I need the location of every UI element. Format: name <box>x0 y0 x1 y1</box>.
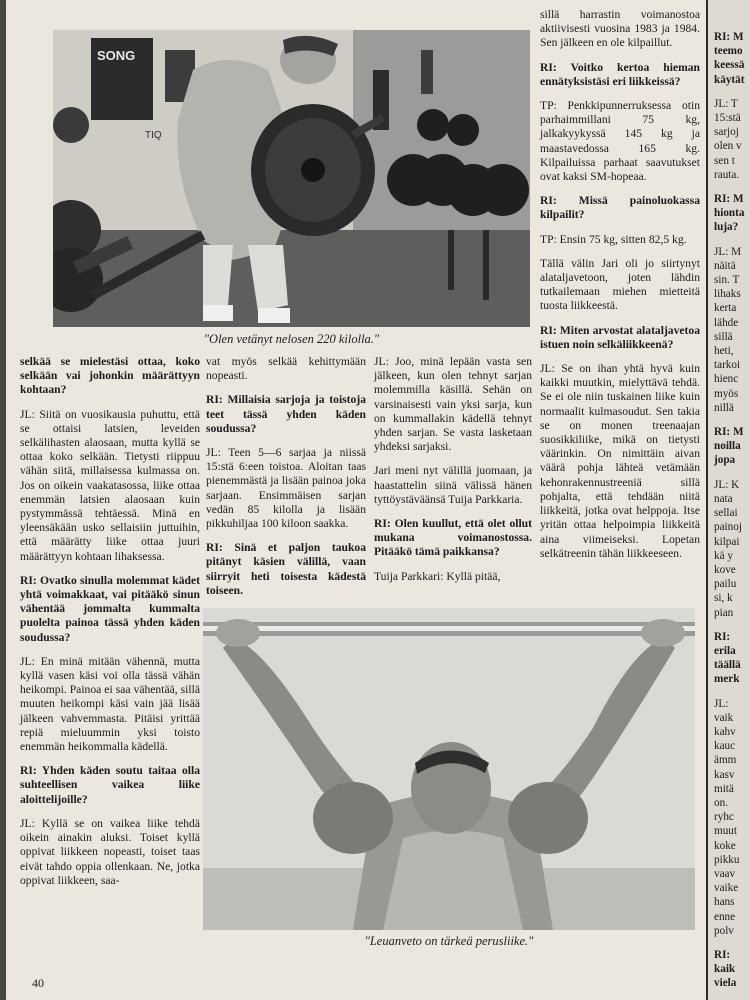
col2-para-4: RI: Sinä et paljon taukoa pitänyt käsien välillä, vaan siirryit heti toisesta kädestä toiseen. <box>206 541 366 597</box>
photo-pull-up <box>203 608 695 930</box>
text-column-4 <box>540 8 700 571</box>
poster-text: SONG <box>97 48 136 63</box>
page-number: 40 <box>32 976 44 990</box>
next-page-edge <box>708 0 750 1000</box>
col2-para-1: vat myös selkää kehittymään nopeasti. <box>206 355 366 383</box>
caption-top-photo: "Olen vetänyt nelosen 220 kilolla." <box>203 332 380 346</box>
col4-para-5: TP: Ensin 75 kg, sitten 82,5 kg. <box>540 232 687 246</box>
col4-para-6: Tällä välin Jari oli jo siirtynyt alataljavetoon, joten lähdin tutkailemaan miehen mietteitä tuosta liikkeestä. <box>540 256 700 313</box>
col4-para-7: RI: Miten arvostat alataljavetoa istuen noin selkäliikkeenä? <box>540 323 700 351</box>
text-column-2 <box>206 355 366 608</box>
col4-para-1: sillä harrastin voimanostoa aktiivisesti vuosina 1983 ja 1984. Sen jälkeen en ole kilpaillut. <box>540 8 700 50</box>
text-column-3 <box>374 355 532 594</box>
edge-fragment-7: RI: erila täällä merk <box>714 630 741 686</box>
col2-para-3: JL: Teen 5—6 sarjaa ja niissä 15:stä 6:een toistoa. Aloitan taas pienemmästä ja lisään painoa joka sarjaan. Ensimmäisen sarjan vedän 85 kilolla ja lisään pikkuhiljaa 100 kiloon saakka. <box>206 446 366 531</box>
col4-para-2: RI: Voitko kertoa hieman ennätyksistäsi eri liikkeissä? <box>540 60 700 88</box>
edge-fragment-4: JL: M näitä sin. T lihaks kerta lähde sillä heti, tarkoi hienc myös nillä <box>714 245 742 414</box>
col1-para-3: RI: Ovatko sinulla molemmat kädet yhtä voimakkaat, vai pitääkö sinun vähentää jommalta kummalta puolelta painoa tässä yhden käden soudussa? <box>20 573 200 644</box>
edge-fragment-3: RI: M hionta luja? <box>714 193 745 234</box>
edge-fragment-9: RI: kaik viela <box>714 948 737 990</box>
magazine-page <box>6 0 706 1000</box>
caption-bottom-photo: "Leuanveto on tärkeä perusliike." <box>364 934 534 948</box>
wall-sign-text: TIQ <box>145 130 162 141</box>
col3-para-2: Jari meni nyt välillä juomaan, ja haastattelin siinä välissä hänen tyttöystäväänsä Tuija Parkkaria. <box>374 464 532 506</box>
col2-para-2: RI: Millaisia sarjoja ja toistoja teet tässä yhden käden soudussa? <box>206 393 366 435</box>
col1-para-4: JL: En minä mitään vähennä, mutta kyllä vasen käsi voi olla tässä vähän heikompi. Painoa ei saa vähentää, sillä muuten heikompi käsi vain jää lisää jälkeen vahvemmasta. Pitäisi yrittää repiä mieluummin yksi toisto enemmän heikommalla kädellä. <box>20 654 200 754</box>
edge-fragment-5: RI: M noilla jopa <box>714 426 744 467</box>
col4-para-3: TP: Penkkipunnerruksessa otin parhaimmillani 75 kg, jalkakyykyssä 145 kg ja maastavedossa 165 kg. Kilpailuissa parhaat saavutukset ovat kaksi SM-hopeaa. <box>540 99 700 184</box>
edge-fragment-6: JL: K nata sellai painoj kilpai kä y kove pailu si, k pian <box>714 478 742 619</box>
text-column-1 <box>20 355 200 898</box>
col4-para-4: RI: Missä painoluokassa kilpailit? <box>540 194 700 222</box>
col3-para-4: Tuija Parkkari: Kyllä pitää, <box>374 569 501 583</box>
col1-para-1: selkää se mielestäsi ottaa, koko selkään vai johonkin määrättyyn kohtaan? <box>20 355 200 397</box>
col3-para-1: JL: Joo, minä lepään vasta sen jälkeen, kun olen tehnyt sarjan molemmilla käsillä. Sehän on varsinaisesti vain yksi sarja, kun on kummallakin kädellä tehnyt yhden sarjan. Se vasta lasketaan yhdeksi sarjaksi. <box>374 355 532 454</box>
edge-fragment-8: JL: vaik kahv kauc ämm kasv mitä on. ryhc muut koke pikku vaav vaike hans enne polv <box>714 697 740 937</box>
edge-fragment-1: RI: M teemo keessä käytät <box>714 31 745 86</box>
edge-fragment-2: JL: T 15:stä sarjoj olen v sen t rauta. <box>714 97 742 181</box>
col4-para-8: JL: Se on ihan yhtä hyvä kuin kaikki muutkin, mielyttävä tehdä. Se ei ole niin tuskainen liike kuin normaalit kulmasoudut. Sen takia se on monen treenaajan suosikkiliike, mikä on tietysti väärinkin. On nimittäin aivan väärä pohja lähteä vetämään kehonrakennustreeniä sillä pohjalta, että tehdään niitä liikkeitä, jotka ovat helppoja. Itse yritän ottaa helpoimpia liikkeitä aina viimeiseksi. Lopetan selkätreenin tähän liikkeeseen. <box>540 362 700 560</box>
col3-para-3: RI: Olen kuullut, että olet ollut mukana voimanostossa. Pitääkö tämä paikkansa? <box>374 517 532 559</box>
col1-para-2: JL: Siitä on vuosikausia puhuttu, että se ottaisi latsien, leveiden selkälihasten alaosaan, mutta kyllä se ottaa koko selkään. Tietysti riippuu vähän siitä, millaisessa kulmassa on. Jos on oikein vaakatasossa, liike ottaa enemmän latsien alaosaan kuin pystymmässä tehtäessä. Minä en yleensäkään usko sellaisiin juttuihin, että määrätty liike ottaa juuri määrättyyn kohtaan lihaksessa. <box>20 407 200 563</box>
col1-para-6: JL: Kyllä se on vaikea liike tehdä oikein ainakin aluksi. Toiset kyllä oppivat liikkeen nopeasti, toiset taas eivät tahdo oppia ollenkaan. Ne, jotka oppivat liikkeen, saa- <box>20 816 200 887</box>
photo-dumbbell-row <box>53 30 530 327</box>
col1-para-5: RI: Yhden käden soutu taitaa olla suhteellisen vaikea liike aloittelijoille? <box>20 764 200 806</box>
